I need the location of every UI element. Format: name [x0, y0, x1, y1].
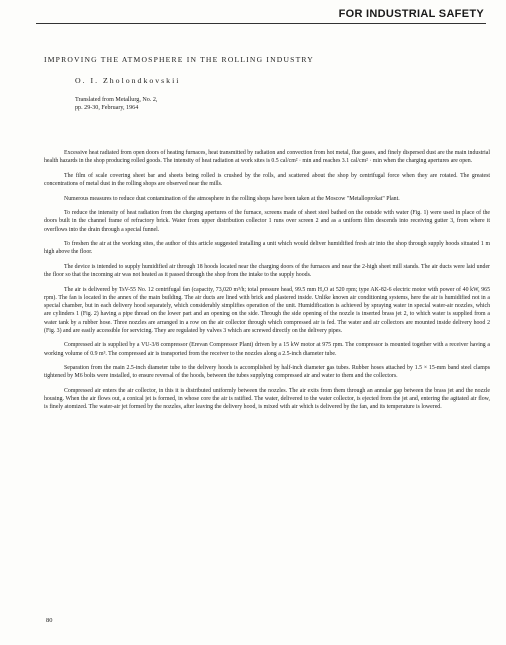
translation-pages: pp. 29-30, February, 1964	[75, 105, 139, 112]
paragraph: Compressed air enters the air collector, in this it is distributed uniformly between the nozzles. The air exits from them through an annular gap between the brass jet and the nozzle housing. When the air flows out, a conical jet is formed, in whose core the air is ratified. The water, delivered to the water collector, is ejected from the jet and, entering the agitated air flow, is finely atomized. The water-air jet formed by the nozzles, after leaving the delivery hood, is mixed with air which is delivered by the fan, and its temperature is lowered.	[44, 387, 490, 411]
paragraph: To reduce the intensity of heat radiation from the charging apertures of the furnace, screens made of sheet steel bathed on the outside with water (Fig. 1) were used in place of the doors built in the channel frame of refractory brick. Water from upper distribution collector 1 runs over screen 2 and as a uniform film descends into receiving gutter 3, from where it overflows into the drain through a special funnel.	[44, 210, 490, 233]
article-title: IMPROVING THE ATMOSPHERE IN THE ROLLING INDUSTRY	[44, 55, 314, 64]
paragraph: Numerous measures to reduce dust contamination of the atmosphere in the rolling shops have been taken at the Moscow "Metalloprokat" Plant.	[64, 195, 400, 202]
translation-source: Translated from Metallurg, No. 2,	[75, 97, 158, 103]
translation-note	[75, 96, 157, 113]
page-number: 80	[46, 617, 53, 624]
paragraph: The air is delivered by TsV-55 No. 12 centrifugal fan (capacity, 73,020 m³/h; total pressure head, 99.5 mm H₂O at 520 rpm; type AK-82-6 electric motor with power of 40 kW, 965 rpm). The fan is located in the annex of the main building. The air ducts are lined with brick and plastered inside. Unlike known air conditioning systems, here the air is humidified not in a special chamber, but in each delivery hood separately, which considerably simplifies operation of the unit. Humidification is achieved by spraying water in special water-air nozzles, which are cylinders 1 (Fig. 2) having a pipe thread on the lower part and an opening on the side. Through the side opening of the nozzle is inserted brass jet 2, to which water is supplied from a water tank by a rubber hose. Three nozzles are arranged in a row on the air collector through which compressed air is fed. The water and air collectors are mounted inside delivery hood 2 (Fig. 3) and are easily accessible for servicing. They are regulated by valves 3 which are screwed directly on the delivery pipes.	[44, 286, 490, 334]
article-body	[44, 149, 490, 418]
paragraph: Compressed air is supplied by a VU-3/8 compressor (Erevan Compressor Plant) driven by a 15 kW motor at 975 rpm. The compressor is mounted together with a receiver having a working volume of 0.9 m³. The compressed air is transported from the receiver to the nozzles along a 2.5-inch diameter tube.	[44, 342, 490, 357]
paragraph: The device is intended to supply humidified air through 18 hoods located near the charging doors of the furnaces and near the 2-high sheet mill stands. The air ducts were laid under the floor so that the incoming air was not heated as it passed through the shop from the intake to the supply hoods.	[44, 263, 490, 279]
paragraph: To freshen the air at the working sites, the author of this article suggested installing a unit which would deliver humidified fresh air into the shop through supply hoods situated 1 m high above the floor.	[44, 241, 490, 256]
article-author: O. I. Zholondkovskii	[75, 76, 181, 85]
paragraph: The film of scale covering sheet bar and sheets being rolled is crushed by the rolls, and scattered about the shop by centrifugal force when they are rotated. The greatest concentrations of metal dust in the rolling shops are observed near the mills.	[44, 172, 490, 187]
section-header: FOR INDUSTRIAL SAFETY	[338, 8, 484, 20]
header-rule	[36, 23, 486, 24]
paragraph: Separation from the main 2.5-inch diameter tube to the delivery hoods is accomplished by half-inch diameter gas tubes. Rubber hoses attached by 1.5 × 15-mm band steel clamps tightened by M6 bolts were installed, to ensure reversal of the hoods, between the tubes supplying compressed air and water to them and the collectors.	[44, 365, 490, 380]
paragraph: Excessive heat radiated from open doors of heating furnaces, heat transmitted by radiation and convection from hot metal, flue gases, and finely dispersed dust are the main industrial health hazards in the shop producing rolled goods. The intensity of heat radiation at work sites is 0.5 cal/cm² · min and reaches 3.1 cal/cm² · min when the charging apertures are open.	[44, 150, 490, 165]
